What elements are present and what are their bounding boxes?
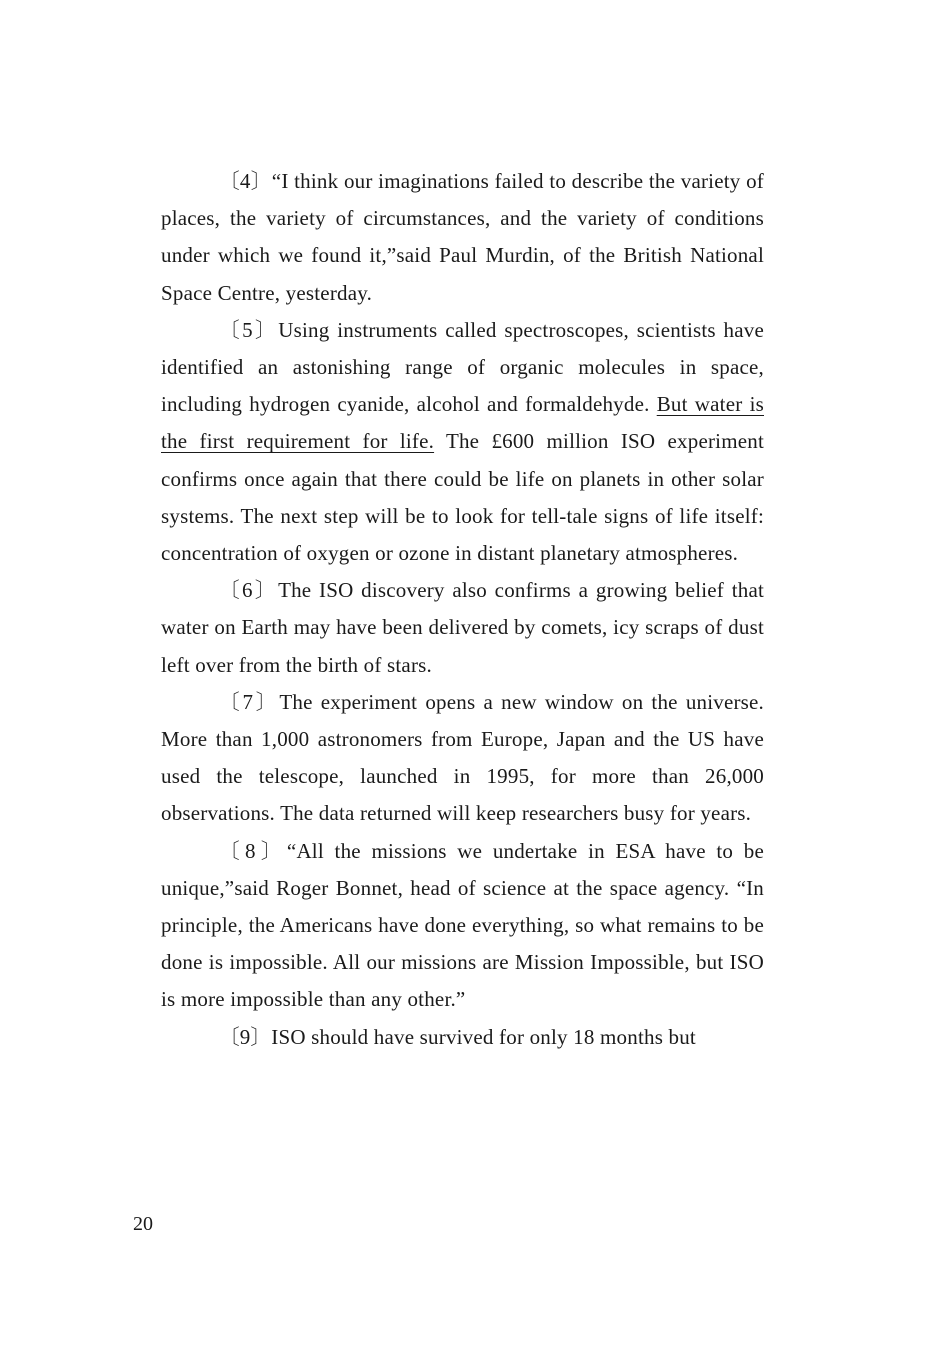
page-number: 20	[133, 1213, 153, 1235]
paragraph-text: The ISO discovery also confirms a growing belief that water on Earth may have been delivered by comets, icy scraps of dust left over from the birth of stars.	[161, 578, 765, 677]
paragraph-8	[161, 833, 764, 1019]
paragraph-6	[161, 572, 764, 684]
paragraph-4	[161, 163, 764, 312]
paragraph-9	[161, 1019, 764, 1056]
paragraph-5	[161, 312, 764, 572]
paragraph-text: The £600 million ISO experiment confirms once again that there could be life on planets in other solar systems. The next step will be to look for tell-tale signs of life itself: concentration of oxygen or ozone in distant planetary atmospheres.	[161, 429, 764, 566]
paragraph-text: “I think our imaginations failed to describe the variety of places, the variety of circumstances, and the variety of conditions under which we found it,”said Paul Murdin, of the British National Space Centre, yesterday.	[161, 169, 764, 305]
paragraph-marker: 〔9〕	[218, 1024, 272, 1049]
paragraph-marker: 〔4〕	[218, 169, 272, 193]
paragraph-marker: 〔7〕	[218, 689, 280, 714]
paragraph-marker: 〔6〕	[218, 578, 279, 603]
article-text	[161, 163, 764, 1056]
paragraph-marker: 〔8〕	[218, 838, 287, 863]
paragraph-7	[161, 684, 764, 833]
paragraph-text: Using instruments called spectroscopes, scientists have identified an astonishing range of organic molecules in space, including hydrogen cyanide, alcohol and formaldehyde.	[161, 317, 765, 417]
underlined-sentence: But water is the first requirement for life.	[161, 392, 764, 454]
paragraph-text: ISO should have survived for only 18 months but	[271, 1024, 696, 1049]
paragraph-text: The experiment opens a new window on the universe. More than 1,000 astronomers from Europe, Japan and the US have used the telescope, launched in 1995, for more than 26,000 observations. The data returned will keep researchers busy for years.	[161, 689, 765, 826]
paragraph-marker: 〔5〕	[218, 317, 279, 342]
paragraph-text: “All the missions we undertake in ESA have to be unique,”said Roger Bonnet, head of science at the space agency. “In principle, the Americans have done everything, so what remains to be done is impossible. All our missions are Mission Impossible, but ISO is more impossible than any other.”	[161, 838, 765, 1012]
